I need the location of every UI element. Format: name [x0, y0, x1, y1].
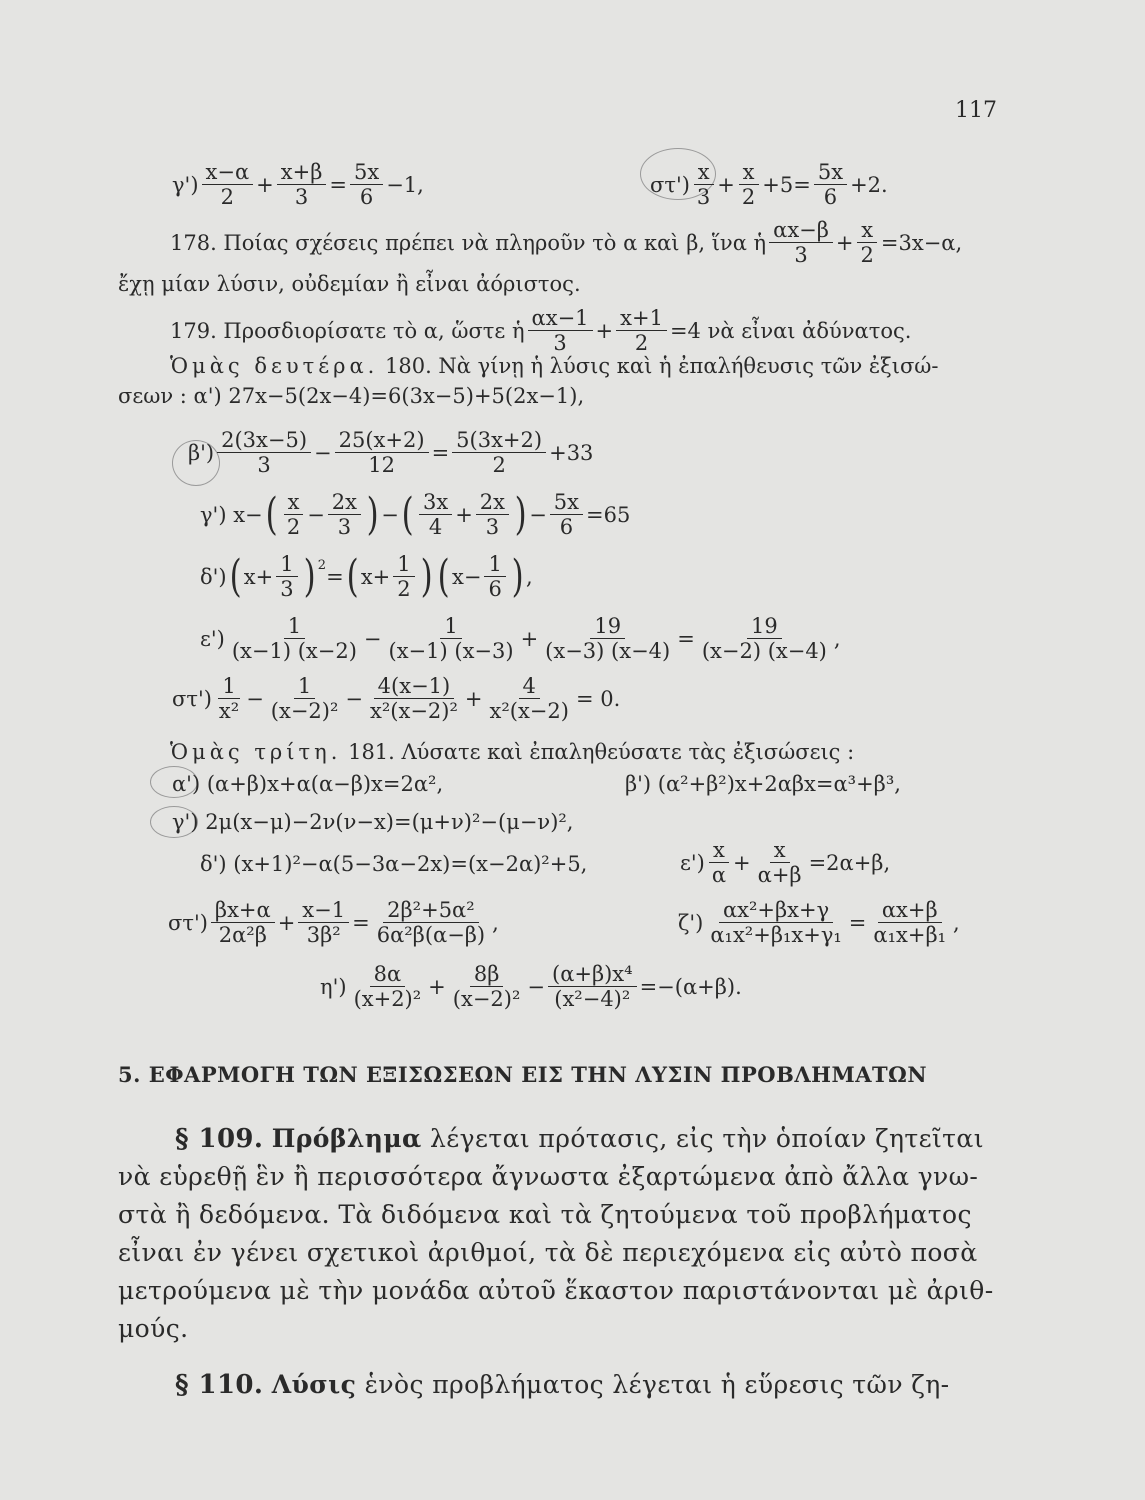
equation-180-g: γ') x− ( x 2 − $\frac{2x}{3}$ ) − ( 3x 4 + $\frac{2x}{3}$ ) − $\frac{5x}{6}$ =65 [200, 488, 631, 540]
paragraph-110-line1: § 110. Λύσις ἑνὸς προβλήματος λέγεται ἡ εὕρεσις τῶν ζη- [175, 1370, 950, 1400]
group-two-header: Ὁμὰς δευτέρα. 180. Νὰ γίνῃ ἡ λύσις καὶ ἡ ἐπαλήθευσις τῶν ἐξισώ- [170, 354, 939, 378]
exercise-179: 179. Προσδιορίσατε τὸ α, ὥστε ἡ αx−1 3 + $\frac{x+1}{2}$ =4 νὰ εἶναι ἀδύνατος. [170, 306, 912, 356]
section-heading: 5. ΕΦΑΡΜΟΓΗ ΤΩΝ ΕΞΙΣΩΣΕΩΝ ΕΙΣ ΤΗΝ ΛΥΣΙΝ ΠΡΟΒΛΗΜΑΤΩΝ [118, 1062, 928, 1087]
fraction: $\frac{\alpha x+\beta}{\text{α₁x+β₁}}$ [873, 898, 947, 948]
equation-181-b: β') (α²+β²)x+2αβx=α³+β³, [625, 772, 901, 796]
fraction: $\frac{\text{(α+β)x⁴}}{\text{(x²−4)²}}$ [548, 962, 637, 1011]
fraction: 3x 4 [419, 490, 452, 539]
exercise-g-prev: γ') x−α 2 + $\frac{x+\beta}{3}$ = $\frac{5x}{6}$ −1, [172, 160, 424, 210]
equation-181-d: δ') (x+1)²−α(5−3α−2x)=(x−2α)²+5, [200, 852, 588, 876]
fraction: $\frac{5(3x+2)}{2}$ [452, 428, 546, 477]
fraction: $\frac{4(x-1)}{\text{x²(x−2)²}}$ [370, 674, 458, 724]
exercise-st-prev: στ') x 3 + $\frac{x}{2}$ +5= $\frac{5x}{6}$ +2. [650, 160, 888, 210]
fraction: βx+α 2α²β [211, 898, 275, 947]
label: γ') [172, 172, 199, 197]
equation-181-a: α') (α+β)x+α(α−β)x=2α², [172, 772, 444, 796]
equation-181-e: ε') x α + $\frac{x}{\alpha+\beta}$ =2α+β, [680, 838, 891, 888]
fraction: $\frac{2x}{3}$ [328, 490, 361, 539]
paragraph-109-line2: νὰ εὑρεθῇ ἓν ἢ περισσότερα ἄγνωστα ἐξαρτώμενα ἀπὸ ἄλλα γνω- [118, 1162, 979, 1191]
label: στ') [650, 172, 690, 197]
paragraph-109-line1: § 109. Πρόβλημα λέγεται πρότασις, εἰς τὴν ὁποίαν ζητεῖται [175, 1124, 984, 1154]
defined-term: Πρόβλημα [271, 1124, 422, 1153]
fraction: $\frac{1}{\text{(x−2)²}}$ [270, 674, 339, 724]
fraction: $\frac{x}{2}$ [857, 218, 878, 267]
page-number: 117 [955, 98, 997, 123]
fraction: $\frac{\text{2β²+5α²}}{\text{6α²β(α−β)}}$ [376, 898, 486, 948]
fraction: $\frac{5x}{6}$ [350, 160, 383, 209]
fraction: $\frac{x}{2}$ [738, 160, 759, 209]
fraction: $\frac{x+\beta}{3}$ [277, 160, 327, 209]
fraction: $\frac{19}{(x-3) (x-4)}$ [545, 614, 671, 664]
fraction: x α [708, 838, 730, 887]
paragraph-109-line5: μετρούμενα μὲ τὴν μονάδα αὐτοῦ ἕκαστον παριστάνονται μὲ ἀριθ- [118, 1276, 994, 1305]
paragraph-109-line3: στὰ ἢ δεδόμενα. Τὰ διδόμενα καὶ τὰ ζητούμενα τοῦ προβλήματος [118, 1200, 972, 1229]
fraction: $\frac{19}{(x-2) (x-4)}$ [701, 614, 827, 664]
fraction: αx−β 3 [769, 218, 833, 267]
equation-180-a: σεων : α') 27x−5(2x−4)=6(3x−5)+5(2x−1), [118, 384, 585, 408]
paragraph-109-line6: μούς. [118, 1314, 189, 1343]
equation-180-d: δ') ( x+ $\frac{1}{3}$ ) $^2$ = ( x+ $\frac{1}{2}$ ) ( x− $\frac{1}{6}$ ) , [200, 550, 533, 602]
fraction: $\frac{1}{3}$ [276, 552, 297, 601]
equation-180-e: ε') 1 (x−1) (x−2) − $\frac{1}{(x-1) (x-3)}$ + $\frac{19}{(x-3) (x-4)}$ = $\frac{19}{(x-2) (x-4)}$ , [200, 614, 841, 664]
equation-180-b: β') 2(3x−5) 3 − $\frac{25(x+2)}{12}$ = $\frac{5(3x+2)}{2}$ +33 [188, 428, 594, 478]
equation-181-h: η') 8α (x+2)² + $\frac{8\beta}{\text{(x−2)²}}$ − $\frac{\text{(α+β)x⁴}}{\text{(x²−4)²}}$ =−(α+β). [320, 962, 742, 1012]
section-number: § 109. [175, 1124, 264, 1154]
fraction: $\frac{x+1}{2}$ [616, 306, 667, 355]
fraction: $\frac{1}{(x-1) (x-3)}$ [388, 614, 514, 664]
paragraph-109-line4: εἶναι ἐν γένει σχετικοὶ ἀριθμοί, τὰ δὲ περιεχόμενα εἰς αὐτὸ ποσὰ [118, 1238, 978, 1267]
fraction: $\frac{1}{2}$ [393, 552, 414, 601]
fraction: $\frac{4}{\text{x²(x−2)}}$ [489, 674, 569, 724]
fraction: 1 x² [218, 674, 240, 724]
fraction: $\frac{5x}{6}$ [814, 160, 847, 209]
fraction: αx−1 3 [528, 306, 593, 355]
fraction: $\frac{25(x+2)}{12}$ [335, 428, 429, 477]
group-three-header: Ὁμὰς τρίτη. 181. Λύσατε καὶ ἐπαληθεύσατε τὰς ἐξισώσεις : [170, 740, 855, 764]
exercise-178-cont: ἔχῃ μίαν λύσιν, οὐδεμίαν ἢ εἶναι ἀόριστος. [118, 272, 581, 296]
fraction: $\frac{2x}{3}$ [476, 490, 509, 539]
section-number: § 110. [175, 1370, 264, 1400]
fraction: $\frac{5x}{6}$ [550, 490, 583, 539]
fraction: $\frac{8\beta}{\text{(x−2)²}}$ [452, 962, 521, 1012]
equation-181-st: στ') βx+α 2α²β + $\frac{x-1}{\text{3β²}}$ = $\frac{\text{2β²+5α²}}{\text{6α²β(α−β)}}$ , [168, 898, 499, 948]
equation-181-g: γ') 2μ(x−μ)−2ν(ν−x)=(μ+ν)²−(μ−ν)², [172, 810, 574, 834]
fraction: $\frac{1}{6}$ [484, 552, 505, 601]
fraction: x 2 [283, 490, 304, 539]
exercise-178: 178. Ποίας σχέσεις πρέπει νὰ πληροῦν τὸ α καὶ β, ἵνα ἡ αx−β 3 + $\frac{x}{2}$ =3x−α, [170, 218, 963, 268]
fraction: x 3 [693, 160, 714, 209]
defined-term: Λύσις [271, 1370, 357, 1399]
fraction: 1 (x−1) (x−2) [231, 614, 357, 664]
fraction: $\frac{x-1}{\text{3β²}}$ [298, 898, 349, 947]
fraction: 2(3x−5) 3 [217, 428, 311, 477]
fraction: $\frac{\text{αx²+βx+γ}}{\text{α₁x²+β₁x+γ₁}}$ [710, 898, 842, 948]
fraction: x−α 2 [202, 160, 254, 209]
fraction: $\frac{x}{\alpha+\beta}$ [757, 838, 802, 888]
fraction: 8α (x+2)² [353, 962, 422, 1012]
equation-181-z: ζ') $\frac{\text{αx²+βx+γ}}{\text{α₁x²+β₁x+γ₁}}$ = $\frac{\alpha x+\beta}{\text{α₁x+β₁}}$ , [678, 898, 960, 948]
equation-180-st: στ') 1 x² − $\frac{1}{\text{(x−2)²}}$ − $\frac{4(x-1)}{\text{x²(x−2)²}}$ + $\frac{4}{\text{x²(x−2)}}$ = 0. [172, 674, 621, 724]
